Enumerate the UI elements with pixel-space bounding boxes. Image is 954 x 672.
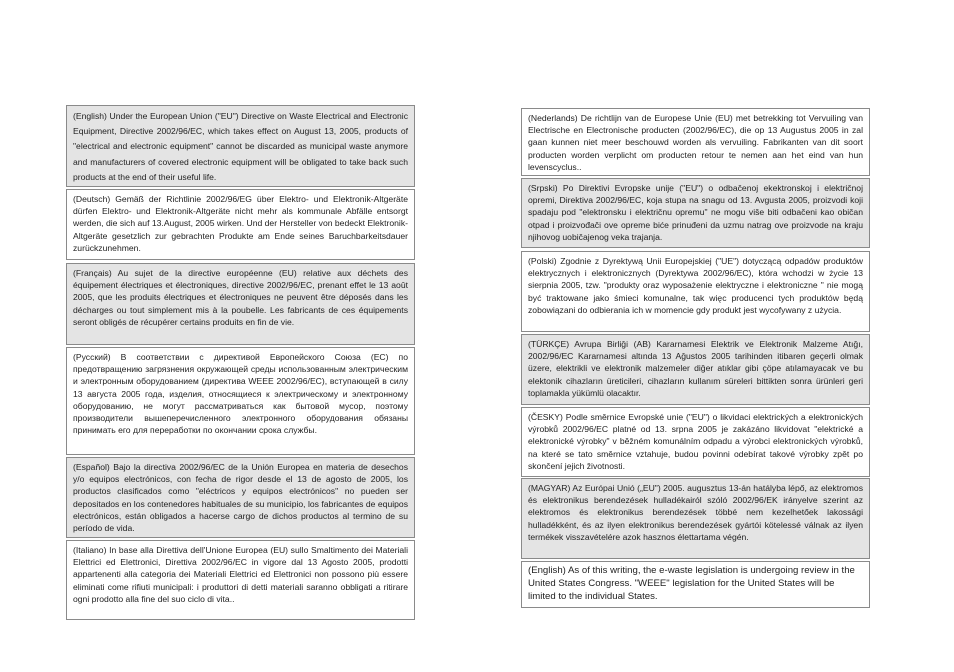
notice-srpski-text: (Srpski) Po Direktivi Evropske unije ("EU") o odbačenoj ekektronskoj i električnoj opremi, Direktiva 2002/96/EC, koja stupa na snagu od 13. Avgusta 2005, proizvodi koji spadaju pod "elektronsku i električnu opremu" ne mogu više biti odbačeni kao običan otpad i proizvođači ove opreme biće prinuđeni da uzmu natrag ove proizvode na kraju njihovog uobičajenog veka trajanja. <box>528 183 863 242</box>
notice-italiano <box>66 540 415 620</box>
notice-srpski <box>521 178 870 248</box>
notice-nederlands <box>521 108 870 176</box>
notice-turkce-text: (TÜRKÇE) Avrupa Birliği (AB) Kararnamesi Elektrik ve Elektronik Malzeme Atığı, 2002/96/EC Kararnamesi altında 13 Ağustos 2005 tarihinden itibaren geçerli olmak üzere, elektrikli ve elektronik malzemeler diğer atıklar gibi çöpe atılamayacak ve bu elektonik cihazların üreticileri, cihazların kullanım süreleri bittikten sonra ürünleri geri toplamakla yükümlü olacaktır. <box>528 339 863 398</box>
notice-english-text: (English) Under the European Union ("EU") Directive on Waste Electrical and Electronic Equipment, Directive 2002/96/EC, which takes effect on August 13, 2005, products of "electrical and electronic equipment" cannot be discarded as municipal waste anymore and manufacturers of covered electronic equipment will be obligated to take back such products at the end of their useful life. <box>73 111 408 182</box>
notice-english <box>66 105 415 187</box>
notice-russian-text: (Русский) В соответствии с директивой Европейского Союза (ЕС) по предотвращению загрязнения окружающей среды использованным электрическим и электронным оборудованием (директива WEEE 2002/96/EC), вступающей в силу 13 августа 2005 года, изделия, относящиеся к электрическому и электронному оборудованию, не могут рассматриваться как бытовой мусор, поэтому производители вышеперечисленного электронного оборудования обязаны принимать его для переработки по окончании срока службы. <box>73 352 408 436</box>
notice-polski <box>521 251 870 332</box>
notice-espanol-text: (Español) Bajo la directiva 2002/96/EC de la Unión Europea en materia de desechos y/o equipos electrónicos, con fecha de rigor desde el 13 de agosto de 2005, los productos clasificados como "eléctricos y equipos electrónicos" no pueden ser depositados en los contenedores habituales de su municipio, los fabricantes de equipos electrónicos, están obligados a hacerse cargo de dichos productos al termino de su período de vida. <box>73 462 408 534</box>
notice-magyar-text: (MAGYAR) Az Európai Unió („EU") 2005. augusztus 13-án hatályba lépő, az elektromos és elektronikus berendezések hulladékairól szóló 2002/96/EK irányelve szerint az elektromos és elektronikus berendezések többé nem kezelhetőek lakossági hulladékként, és az ilyen elektronikus berendezések gyártói kötelessé válnak az ilyen termékek visszavételére azok hasznos élettartama végén. <box>528 483 863 542</box>
notice-espanol <box>66 457 415 538</box>
notice-deutsch <box>66 189 415 260</box>
notice-russian <box>66 347 415 455</box>
notice-cesky <box>521 407 870 477</box>
notice-english-us <box>521 561 870 608</box>
notice-turkce <box>521 334 870 405</box>
notice-cesky-text: (ČESKY) Podle směrnice Evropské unie ("EU") o likvidaci elektrických a elektronických výrobků 2002/96/EC platné od 13. srpna 2005 je zakázáno likvidovat "elektrické a elektronické výrobky" v běžném komunálním odpadu a výrobci elektronických výrobků, na které se tato směrnice vztahuje, budou povinni odebírat takové výrobky zpět po skončení jejich životnosti. <box>528 412 863 471</box>
notice-italiano-text: (Italiano) In base alla Direttiva dell'Unione Europea (EU) sullo Smaltimento dei Materiali Elettrici ed Elettronici, Direttiva 2002/96/EC in vigore dal 13 Agosto 2005, prodotti appartenenti alla categoria dei Materiali Elettrici ed Elettronici non possono più essere eliminati come rifiuti municipali: i produttori di detti materiali saranno obbligati a ritirare ogni prodotto alla fine del suo ciclo di vita.. <box>73 545 408 604</box>
notice-magyar <box>521 478 870 559</box>
notice-english-us-text: (English) As of this writing, the e-waste legislation is undergoing review in the United States Congress. "WEEE" legislation for the United States will be limited to the individual States. <box>528 565 855 602</box>
notice-polski-text: (Polski) Zgodnie z Dyrektywą Unii Europejskiej ("UE") dotyczącą odpadów produktów elektrycznych i elektronicznych (Dyrektywa 2002/96/EC), która wchodzi w życie 13 sierpnia 2005, tzw. "produkty oraz wyposażenie elektryczne i elektroniczne " nie mogą być traktowane jako śmieci komunalne, tak więc producenci tych produktów będą zobowiązani do odbierania ich w momencie gdy produkt jest wycofywany z użycia. <box>528 256 863 315</box>
notice-francais <box>66 263 415 345</box>
notice-nederlands-text: (Nederlands) De richtlijn van de Europese Unie (EU) met betrekking tot Vervuiling van Electrische en Electronische producten (2002/96/EC), die op 13 Augustus 2005 in zal gaan kunnen niet meer beschouwd worden als vervuiling. Fabrikanten van dit soort producten worden verplicht om producten retour te nemen aan het eind van hun levenscyclus.. <box>528 113 863 172</box>
notice-deutsch-text: (Deutsch) Gemäß der Richtlinie 2002/96/EG über Elektro- und Elektronik-Altgeräte dürfen Elektro- und Elektronik-Altgeräte nicht mehr als kommunale Abfälle entsorgt werden, die sich auf 13.August, 2005 wirken. Und der Hersteller von bedeckt Elektronik-Altgeräte gesetzlich zur gebrachten Produkte am Ende seines Baruchbarkeitsdauer zurückzunehmen. <box>73 194 408 253</box>
notice-francais-text: (Français) Au sujet de la directive européenne (EU) relative aux déchets des équipement électriques et électroniques, directive 2002/96/EC, prenant effet le 13 août 2005, que les produits électriques et électroniques ne peuvent être déposés dans les décharges ou tout simplement mis à la poubelle. Les fabricants de ces équipements seront obligés de récupérer certains produits en fin de vie. <box>73 268 408 327</box>
